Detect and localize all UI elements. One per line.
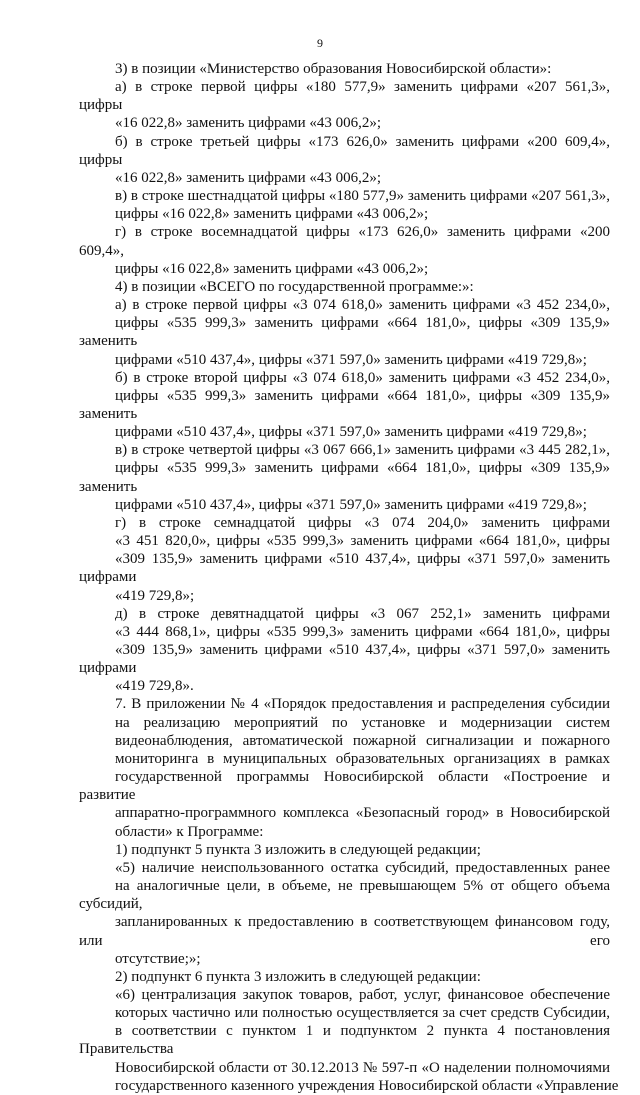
text-line: в) в строке четвертой цифры «3 067 666,1» заменить цифрами «3 445 282,1», <box>115 442 610 459</box>
text-line: а) в строке первой цифры «180 577,9» заменить цифрами «207 561,3», цифры <box>79 79 610 114</box>
paragraph <box>79 859 610 968</box>
text-line: цифры «16 022,8» заменить цифрами «43 006,2»; <box>115 206 429 223</box>
text-line: «419 729,8»; <box>115 587 195 604</box>
paragraph <box>79 695 610 840</box>
document-body <box>79 60 619 1095</box>
paragraph <box>79 968 610 986</box>
paragraph <box>79 605 610 696</box>
text-line: области» к Программе: <box>115 823 264 840</box>
text-line: д) в строке девятнадцатой цифры «3 067 252,1» заменить цифрами <box>115 605 610 622</box>
text-line: государственной программы Новосибирской области «Построение и развитие <box>79 769 610 804</box>
paragraph <box>79 187 610 223</box>
text-line: «6) централизация закупок товаров, работ, услуг, финансовое обеспечение <box>115 986 610 1003</box>
text-line: аппаратно-программного комплекса «Безопасный город» в Новосибирской <box>115 805 610 822</box>
text-line: 7. В приложении № 4 «Порядок предоставления и распределения субсидии <box>115 696 610 713</box>
paragraph <box>79 514 610 605</box>
text-line: в соответствии с пунктом 1 и подпунктом 2 пункта 4 постановления Правительства <box>79 1023 610 1058</box>
paragraph <box>79 60 610 78</box>
text-line: на реализацию мероприятий по установке и модернизации систем <box>115 714 610 731</box>
text-line: цифры «16 022,8» заменить цифрами «43 006,2»; <box>115 260 429 277</box>
text-line: запланированных к предоставлению в соответствующем финансовом году, или его <box>79 914 610 949</box>
text-line: 1) подпункт 5 пункта 3 изложить в следующей редакции; <box>115 841 481 858</box>
paragraph <box>79 441 610 514</box>
text-line: видеонаблюдения, автоматической пожарной сигнализации и пожарного <box>115 732 610 749</box>
text-line: «419 729,8». <box>115 678 194 695</box>
paragraph <box>79 78 610 132</box>
text-line: «3 444 868,1», цифры «535 999,3» заменить цифрами «664 181,0», цифры <box>115 623 610 640</box>
text-line: г) в строке семнадцатой цифры «3 074 204,0» заменить цифрами <box>115 514 610 531</box>
text-line: «5) наличие неиспользованного остатка субсидий, предоставленных ранее <box>115 859 610 876</box>
text-line: «16 022,8» заменить цифрами «43 006,2»; <box>115 169 382 186</box>
page-number: 9 <box>317 36 323 50</box>
text-line: в) в строке шестнадцатой цифры «180 577,9» заменить цифрами «207 561,3», <box>115 188 610 205</box>
paragraph <box>79 296 610 369</box>
text-line: 4) в позиции «ВСЕГО по государственной программе:»: <box>115 278 474 295</box>
paragraph <box>79 986 619 1095</box>
text-line: «309 135,9» заменить цифрами «510 437,4», цифры «371 597,0» заменить цифрами <box>79 642 610 677</box>
text-line: б) в строке третьей цифры «173 626,0» заменить цифрами «200 609,4», цифры <box>79 133 610 168</box>
text-line: цифры «535 999,3» заменить цифрами «664 181,0», цифры «309 135,9» заменить <box>79 387 610 422</box>
paragraph <box>79 278 610 296</box>
text-line: цифрами «510 437,4», цифры «371 597,0» заменить цифрами «419 729,8»; <box>115 496 587 513</box>
text-line: «16 022,8» заменить цифрами «43 006,2»; <box>115 115 382 132</box>
text-line: на аналогичные цели, в объеме, не превышающем 5% от общего объема субсидий, <box>79 878 610 913</box>
text-line: государственного казенного учреждения Новосибирской области «Управление <box>115 1077 619 1094</box>
text-line: «3 451 820,0», цифры «535 999,3» заменить цифрами «664 181,0», цифры <box>115 533 610 550</box>
text-line: «309 135,9» заменить цифрами «510 437,4», цифры «371 597,0» заменить цифрами <box>79 551 610 586</box>
text-line: 2) подпункт 6 пункта 3 изложить в следующей редакции: <box>115 968 481 985</box>
text-line: отсутствие;»; <box>115 950 201 967</box>
paragraph <box>79 841 610 859</box>
text-line: цифры «535 999,3» заменить цифрами «664 181,0», цифры «309 135,9» заменить <box>79 460 610 495</box>
paragraph <box>79 223 610 277</box>
text-line: цифры «535 999,3» заменить цифрами «664 181,0», цифры «309 135,9» заменить <box>79 315 610 350</box>
text-line: б) в строке второй цифры «3 074 618,0» заменить цифрами «3 452 234,0», <box>115 369 610 386</box>
text-line: которых частично или полностью осуществляется за счет средств Субсидии, <box>115 1005 610 1022</box>
text-line: цифрами «510 437,4», цифры «371 597,0» заменить цифрами «419 729,8»; <box>115 351 587 368</box>
text-line: а) в строке первой цифры «3 074 618,0» заменить цифрами «3 452 234,0», <box>115 297 610 314</box>
paragraph <box>79 133 610 187</box>
text-line: цифрами «510 437,4», цифры «371 597,0» заменить цифрами «419 729,8»; <box>115 424 587 441</box>
text-line: мониторинга в муниципальных образовательных организациях в рамках <box>115 750 610 767</box>
text-line: 3) в позиции «Министерство образования Новосибирской области»: <box>115 61 552 77</box>
text-line: Новосибирской области от 30.12.2013 № 597-п «О наделении полномочиями <box>115 1059 610 1076</box>
paragraph <box>79 369 610 442</box>
text-line: г) в строке восемнадцатой цифры «173 626,0» заменить цифрами «200 609,4», <box>79 224 610 259</box>
